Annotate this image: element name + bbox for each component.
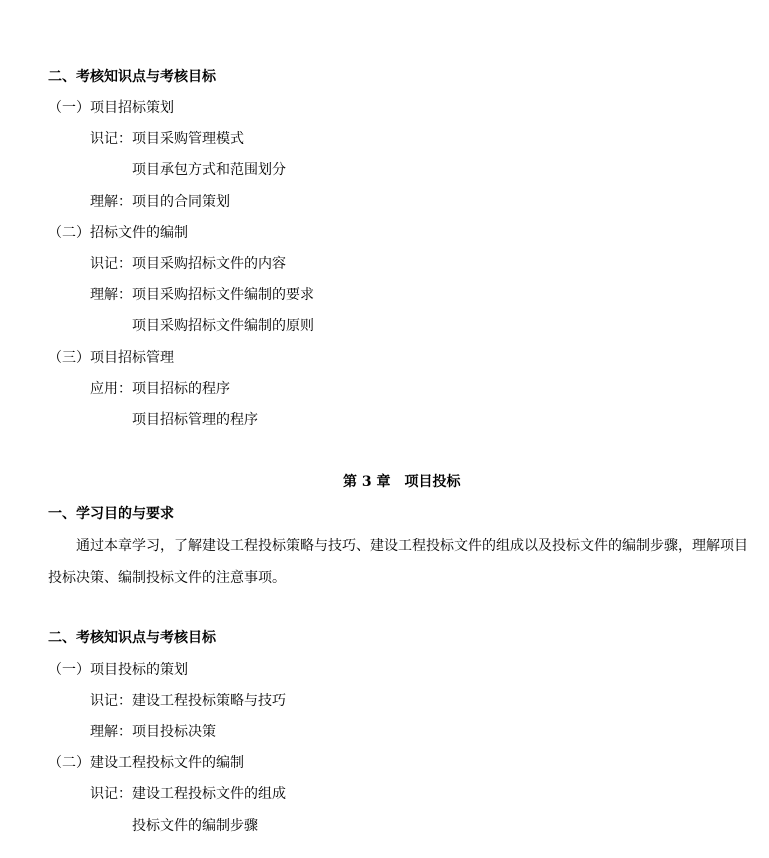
knowledge-item: 理解：项目的合同策划 [90, 194, 230, 210]
chapter-title: 第 3 章 项目投标 [343, 474, 461, 490]
knowledge-item: 项目承包方式和范围划分 [132, 162, 286, 178]
subsection-title: （三）项目招标管理 [48, 350, 174, 366]
knowledge-item: 项目采购招标文件编制的原则 [132, 318, 314, 334]
knowledge-item: 应用：项目招标的程序 [90, 381, 230, 397]
section-heading: 二、考核知识点与考核目标 [48, 69, 216, 85]
knowledge-item: 识记：建设工程投标文件的组成 [90, 786, 286, 802]
knowledge-item: 理解：项目采购招标文件编制的要求 [90, 287, 314, 303]
subsection-title: （二）建设工程投标文件的编制 [48, 755, 244, 771]
knowledge-item: 项目招标管理的程序 [132, 412, 258, 428]
subsection-title: （一）项目投标的策划 [48, 662, 188, 678]
section-heading: 一、学习目的与要求 [48, 506, 174, 522]
body-paragraph: 通过本章学习，了解建设工程投标策略与技巧、建设工程投标文件的组成以及投标文件的编制步骤，理解项目投标决策、编制投标文件的注意事项。 [48, 538, 748, 586]
section-heading: 二、考核知识点与考核目标 [48, 630, 216, 646]
knowledge-item: 识记：建设工程投标策略与技巧 [90, 693, 286, 709]
subsection-title: （二）招标文件的编制 [48, 225, 188, 241]
subsection-title: （一）项目招标策划 [48, 100, 174, 116]
knowledge-item: 识记：项目采购管理模式 [90, 131, 244, 147]
knowledge-item: 识记：项目采购招标文件的内容 [90, 256, 286, 272]
knowledge-item: 投标文件的编制步骤 [132, 818, 258, 834]
knowledge-item: 理解：项目投标决策 [90, 724, 216, 740]
